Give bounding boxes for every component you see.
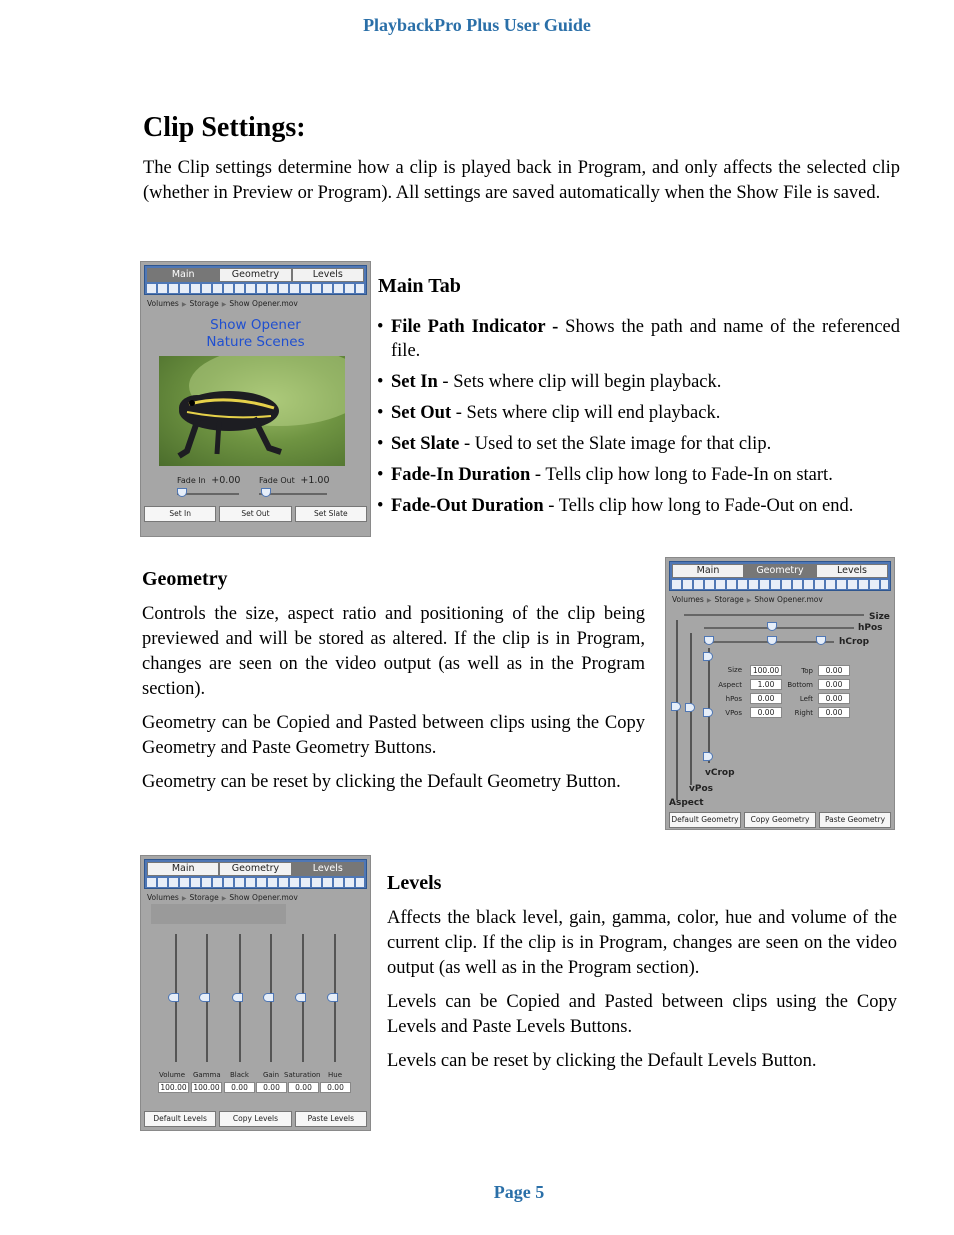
tab-bar: [144, 265, 367, 295]
bullet-term: File Path Indicator -: [391, 317, 559, 337]
gamma-field[interactable]: 100.00: [191, 1082, 222, 1093]
chevron-right-icon: ▶: [706, 597, 712, 604]
bullet-item: [377, 315, 900, 363]
file-path-indicator: [147, 893, 298, 902]
black-label: Black: [230, 1071, 249, 1079]
tab-geometry[interactable]: Geometry: [744, 564, 816, 578]
clip-name: [141, 317, 370, 351]
chevron-right-icon: ▶: [221, 895, 227, 902]
vcrop-mid-knob[interactable]: [703, 708, 713, 717]
fade-in-label: [177, 475, 240, 486]
aspect-slider-label: Aspect: [669, 798, 704, 808]
geometry-tab-screenshot: [665, 557, 895, 830]
right-field[interactable]: 0.00: [818, 707, 850, 718]
geometry-text: [142, 602, 645, 804]
tab-bar-ticks: [672, 580, 888, 589]
hcrop-left-knob[interactable]: [704, 636, 714, 645]
paste-levels-button[interactable]: Paste Levels: [295, 1111, 367, 1127]
bullet-desc: - Tells clip how long to Fade-Out on end.: [543, 496, 854, 516]
gamma-slider-knob[interactable]: [199, 993, 210, 1002]
chevron-right-icon: ▶: [181, 895, 187, 902]
main-tab-heading: Main Tab: [378, 275, 461, 297]
vpos-field[interactable]: 0.00: [750, 707, 782, 718]
tab-main[interactable]: Main: [147, 862, 219, 876]
top-field-label: Top: [801, 667, 813, 675]
tab-bar-ticks: [147, 284, 364, 293]
crumb-item: Volumes: [147, 299, 179, 308]
fade-out-slider-knob[interactable]: [261, 488, 271, 497]
hcrop-slider-label: hCrop: [839, 637, 870, 647]
volume-label: Volume: [159, 1071, 186, 1079]
bullet-desc: Shows the path and name of the referenced file.: [391, 317, 900, 361]
bottom-field-label: Bottom: [787, 681, 813, 689]
geometry-paragraph: Controls the size, aspect ratio and positioning of the clip being previewed and will be stored as altered. If the clip is in Program, changes are seen on the video output (as well as in the Program section).: [142, 604, 645, 699]
bullet-term: Set Out: [391, 403, 452, 423]
left-field[interactable]: 0.00: [818, 693, 850, 704]
saturation-slider-knob[interactable]: [295, 993, 306, 1002]
hpos-slider-label: hPos: [858, 623, 883, 633]
clip-name-line: Show Opener: [210, 317, 301, 333]
chevron-right-icon: ▶: [221, 301, 227, 308]
geometry-paragraph: Geometry can be Copied and Pasted between clips using the Copy Geometry and Paste Geometry Buttons.: [142, 713, 645, 758]
tab-bar: [669, 561, 891, 591]
fade-in-value: +0.00: [211, 475, 241, 486]
right-field-label: Right: [794, 709, 813, 717]
main-tab-bullets: [377, 315, 900, 525]
levels-preview-area: [151, 904, 286, 924]
chevron-right-icon: ▶: [746, 597, 752, 604]
page-number: Page 5: [493, 1182, 545, 1202]
file-path-indicator: [147, 299, 298, 308]
gamma-label: Gamma: [193, 1071, 221, 1079]
geometry-paragraph: Geometry can be reset by clicking the Default Geometry Button.: [142, 772, 621, 792]
fade-out-label-text: Fade Out: [259, 476, 295, 485]
clip-thumbnail: [159, 356, 345, 466]
tab-geometry[interactable]: Geometry: [219, 862, 291, 876]
bullet-desc: - Sets where clip will end playback.: [451, 403, 721, 423]
main-button-row: [144, 506, 367, 522]
levels-text: [387, 906, 897, 1083]
aspect-field[interactable]: 1.00: [750, 679, 782, 690]
paste-geometry-button[interactable]: Paste Geometry: [819, 812, 891, 828]
aspect-field-label: Aspect: [718, 681, 742, 689]
left-field-label: Left: [799, 695, 813, 703]
top-field[interactable]: 0.00: [818, 665, 850, 676]
clip-name-line: Nature Scenes: [206, 334, 305, 350]
vcrop-bottom-knob[interactable]: [703, 752, 713, 761]
bullet-item: [377, 401, 900, 425]
set-out-button[interactable]: Set Out: [219, 506, 291, 522]
levels-paragraph: Levels can be Copied and Pasted between clips using the Copy Levels and Paste Levels Buttons.: [387, 992, 897, 1037]
bullet-term: Set Slate: [391, 434, 460, 454]
hpos-slider[interactable]: [704, 627, 854, 629]
hue-field[interactable]: 0.00: [320, 1082, 351, 1093]
hcrop-mid-knob[interactable]: [767, 636, 777, 645]
saturation-label: Saturation: [284, 1071, 321, 1079]
set-slate-button[interactable]: Set Slate: [295, 506, 367, 522]
levels-paragraph: Levels can be reset by clicking the Default Levels Button.: [387, 1051, 817, 1071]
main-tab-screenshot: [140, 261, 371, 537]
aspect-slider-knob[interactable]: [671, 702, 681, 711]
running-header: PlaybackPro Plus User Guide: [363, 15, 591, 35]
crumb-item: Storage: [714, 595, 744, 604]
bullet-item: [377, 463, 900, 487]
hcrop-right-knob[interactable]: [816, 636, 826, 645]
black-slider-knob[interactable]: [232, 993, 243, 1002]
gain-field[interactable]: 0.00: [256, 1082, 287, 1093]
levels-paragraph: Affects the black level, gain, gamma, color, hue and volume of the current clip. If the clip is in Program, changes are seen on the video output (as well as in the Program section).: [387, 908, 897, 978]
levels-heading: Levels: [387, 872, 442, 894]
copy-geometry-button[interactable]: Copy Geometry: [744, 812, 816, 828]
hue-slider-knob[interactable]: [327, 993, 338, 1002]
size-slider[interactable]: [684, 614, 864, 616]
file-path-indicator: [672, 595, 823, 604]
crumb-item: Show Opener.mov: [754, 595, 823, 604]
copy-levels-button[interactable]: Copy Levels: [219, 1111, 291, 1127]
crumb-item: Volumes: [672, 595, 704, 604]
vpos-field-label: VPos: [725, 709, 742, 717]
frog-image: [159, 356, 345, 466]
bottom-field[interactable]: 0.00: [818, 679, 850, 690]
size-field[interactable]: 100.00: [750, 665, 782, 676]
bullet-desc: - Tells clip how long to Fade-In on start.: [530, 465, 833, 485]
vpos-slider-knob[interactable]: [685, 703, 695, 712]
tab-bar-ticks: [147, 878, 364, 887]
page-title: Clip Settings:: [143, 112, 306, 143]
hpos-field-label: hPos: [725, 695, 742, 703]
tab-levels[interactable]: Levels: [292, 862, 364, 876]
default-geometry-button[interactable]: Default Geometry: [669, 812, 741, 828]
tab-geometry[interactable]: Geometry: [219, 268, 291, 282]
volume-field[interactable]: 100.00: [158, 1082, 189, 1093]
crumb-item: Storage: [189, 893, 219, 902]
levels-tab-screenshot: [140, 855, 371, 1131]
bullet-item: [377, 494, 900, 518]
levels-button-row: [144, 1111, 367, 1127]
size-field-label: Size: [727, 666, 742, 674]
bullet-term: Set In: [391, 372, 438, 392]
tab-levels[interactable]: Levels: [292, 268, 364, 282]
tab-bar: [144, 859, 367, 889]
bullet-desc: - Sets where clip will begin playback.: [437, 372, 722, 392]
crumb-item: Show Opener.mov: [229, 299, 298, 308]
chevron-right-icon: ▶: [181, 301, 187, 308]
tab-main[interactable]: Main: [147, 268, 219, 282]
vpos-slider-label: vPos: [689, 784, 714, 794]
bullet-item: [377, 432, 900, 456]
tab-levels[interactable]: Levels: [816, 564, 888, 578]
volume-slider-knob[interactable]: [168, 993, 179, 1002]
bullet-term: Fade-Out Duration: [391, 496, 544, 516]
vcrop-slider-label: vCrop: [705, 768, 735, 778]
hpos-slider-knob[interactable]: [767, 622, 777, 631]
hue-label: Hue: [328, 1071, 343, 1079]
fade-out-label: [259, 475, 330, 486]
size-slider-label: Size: [869, 612, 890, 622]
intro-paragraph: The Clip settings determine how a clip is played back in Program, and only affects the selected clip (whether in Preview or Program). All settings are saved automatically when the Show File is saved.: [143, 158, 900, 203]
fade-out-value: +1.00: [300, 475, 330, 486]
saturation-field[interactable]: 0.00: [288, 1082, 319, 1093]
crumb-item: Storage: [189, 299, 219, 308]
set-in-button[interactable]: Set In: [144, 506, 216, 522]
vcrop-top-knob[interactable]: [703, 652, 713, 661]
geometry-heading: Geometry: [142, 568, 228, 590]
crumb-item: Show Opener.mov: [229, 893, 298, 902]
tab-main[interactable]: Main: [672, 564, 744, 578]
bullet-term: Fade-In Duration: [391, 465, 531, 485]
geometry-button-row: [669, 812, 891, 828]
bullet-item: [377, 370, 900, 394]
default-levels-button[interactable]: Default Levels: [144, 1111, 216, 1127]
gain-label: Gain: [263, 1071, 280, 1079]
fade-in-slider-knob[interactable]: [177, 488, 187, 497]
fade-in-label-text: Fade In: [177, 476, 206, 485]
gain-slider-knob[interactable]: [263, 993, 274, 1002]
black-field[interactable]: 0.00: [224, 1082, 255, 1093]
crumb-item: Volumes: [147, 893, 179, 902]
vcrop-slider[interactable]: [708, 648, 710, 763]
bullet-desc: - Used to set the Slate image for that clip.: [459, 434, 772, 454]
hpos-field[interactable]: 0.00: [750, 693, 782, 704]
